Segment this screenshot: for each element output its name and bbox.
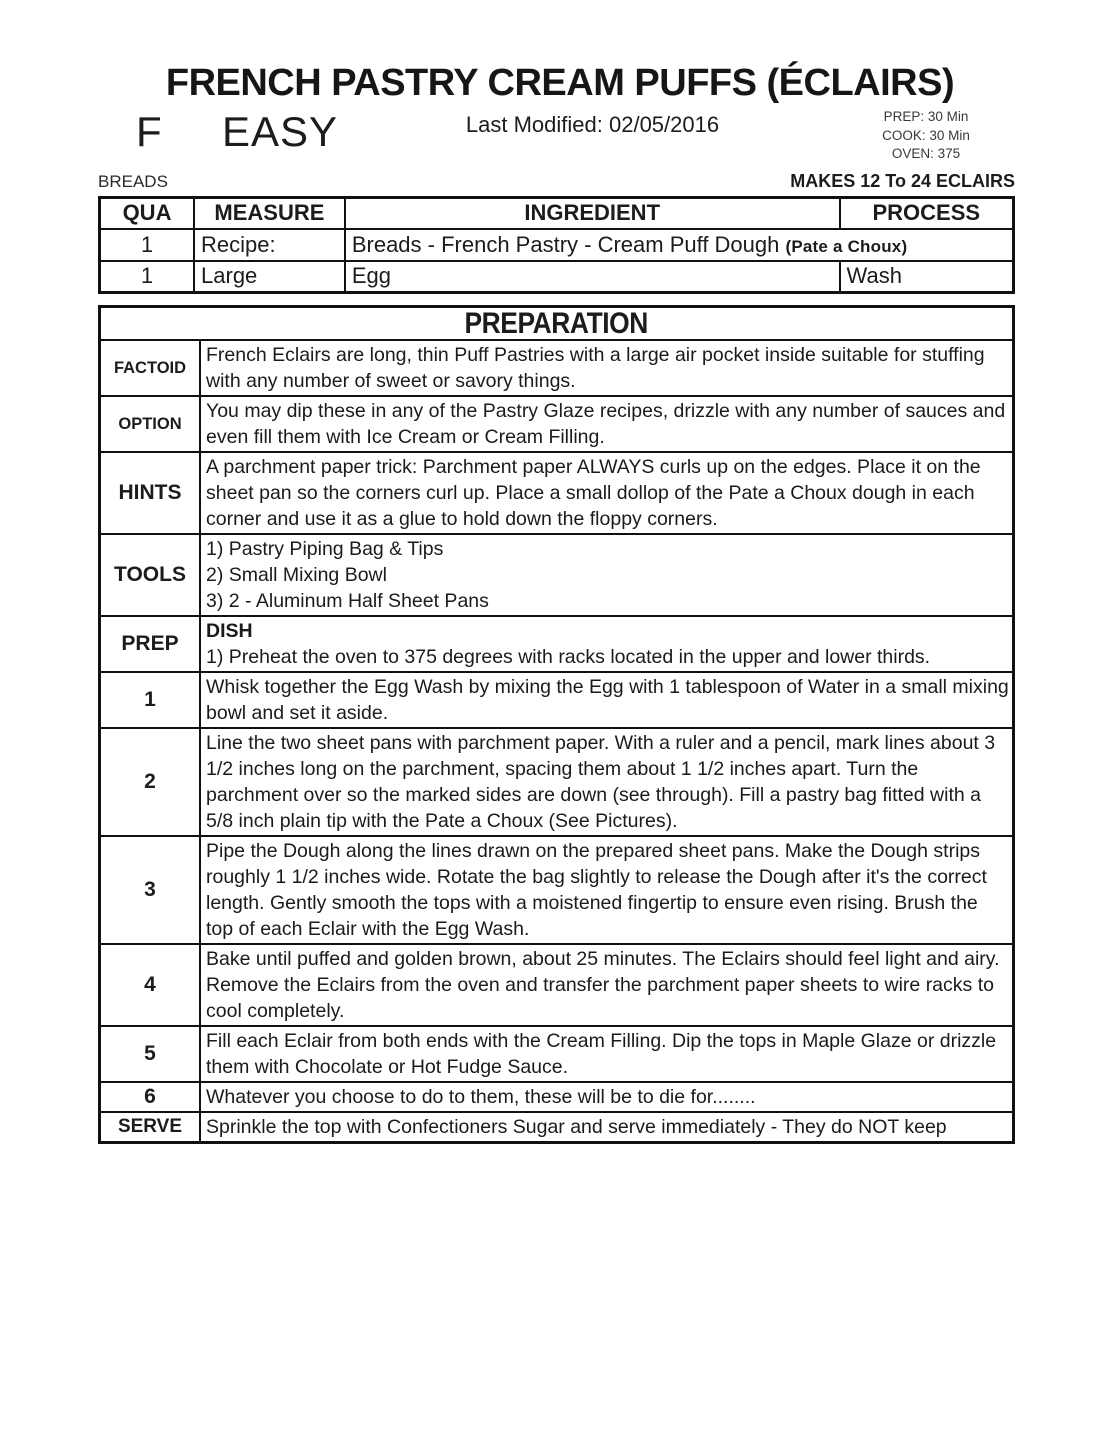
prep-row-text (201, 397, 1012, 451)
prep-row-label: FACTOID (101, 341, 201, 395)
last-modified-label: Last Modified: 02/05/2016 (465, 112, 720, 137)
prep-row-option (101, 397, 1012, 453)
step-number: 1 (101, 673, 201, 727)
column-header-qua: QUA (100, 198, 195, 229)
prep-row-text-line: French Eclairs are long, thin Puff Pastries with a large air pocket inside suitable for stuffing with any number of sweet or savory things. (206, 344, 985, 392)
prep-time-label: PREP: 30 Min (883, 109, 969, 124)
step-text-line: Line the two sheet pans with parchment paper. With a ruler and a pencil, mark lines about 3 1/2 inches long on the parchment, spacing them about 1 1/2 inches apart. Turn the parchment over so the marked sides are down (see through). Fill a pastry bag fitted with a 5/8 inch plain tip with the Pate a Choux (See Pictures). (206, 732, 996, 832)
prep-row-text-line: Sprinkle the top with Confectioners Sugar and serve immediately - They do NOT keep (206, 1116, 947, 1138)
ingredient-name (345, 229, 1014, 261)
ingredient-measure: Recipe: (194, 229, 345, 261)
ingredient-name-text: Breads - French Pastry - Cream Puff Dough (351, 231, 780, 257)
prep-row-label: PREP (101, 617, 201, 671)
step-text-line: Whatever you choose to do to them, these will be to die for........ (206, 1086, 756, 1108)
ingredients-header-row (100, 198, 1014, 229)
prep-row-label: SERVE (101, 1113, 201, 1141)
tool-item: 2) Small Mixing Bowl (206, 564, 387, 586)
preparation-header (101, 308, 1012, 341)
step-number: 6 (101, 1083, 201, 1111)
prep-row-hints (101, 453, 1012, 535)
step-text (201, 729, 1012, 835)
column-header-ingredient: INGREDIENT (345, 198, 840, 229)
step-text (201, 1027, 1012, 1081)
dish-subheading: DISH (206, 620, 253, 642)
difficulty-label: EASY (222, 108, 339, 155)
prep-row-step-1 (101, 673, 1012, 729)
timing-block (870, 108, 982, 164)
yield-label: MAKES 12 To 24 ECLAIRS (790, 171, 1015, 191)
column-header-process: PROCESS (840, 198, 1014, 229)
prep-row-text-line: 1) Preheat the oven to 375 degrees with racks located in the upper and lower thirds. (206, 646, 931, 668)
prep-row-label: TOOLS (101, 535, 201, 615)
step-text-line: Fill each Eclair from both ends with the Cream Filling. Dip the tops in Maple Glaze or drizzle them with Chocolate or Hot Fudge Sauce. (206, 1030, 997, 1078)
step-number: 4 (101, 945, 201, 1025)
step-number: 2 (101, 729, 201, 835)
ingredient-measure: Large (194, 261, 345, 293)
prep-row-step-5 (101, 1027, 1012, 1083)
ingredient-process: Wash (840, 261, 1014, 293)
cook-time-label: COOK: 30 Min (882, 127, 970, 143)
prep-row-prep (101, 617, 1012, 673)
step-text (201, 837, 1012, 943)
prep-row-step-3 (101, 837, 1012, 945)
category-label: BREADS (98, 172, 168, 191)
column-header-measure: MEASURE (194, 198, 345, 229)
step-number: 3 (101, 837, 201, 943)
step-number: 5 (101, 1027, 201, 1081)
ingredient-qty: 1 (100, 261, 195, 293)
prep-row-step-6 (101, 1083, 1012, 1113)
prep-row-step-2 (101, 729, 1012, 837)
step-text-line: Pipe the Dough along the lines drawn on the prepared sheet pans. Make the Dough strips roughly 1 1/2 inches wide. Rotate the bag slightly to release the Dough after it's the correct length. Gently smooth the tops with a moistened fingertip to ensure even rising. Brush the top of each Eclair with the Egg Wash. (206, 840, 987, 940)
prep-row-text (201, 535, 1012, 615)
preparation-title: PREPARATION (464, 306, 649, 340)
prep-row-tools (101, 535, 1012, 617)
ingredients-table (98, 196, 1015, 294)
preparation-table (98, 305, 1015, 1144)
ingredient-name: Egg (345, 261, 840, 293)
prep-row-label: OPTION (101, 397, 201, 451)
recipe-title: FRENCH PASTRY CREAM PUFFS (ÉCLAIRS) (165, 62, 955, 104)
prep-row-text (201, 453, 1012, 533)
prep-row-text-line: You may dip these in any of the Pastry Glaze recipes, drizzle with any number of sauces and even fill them with Ice Cream or Cream Filling. (206, 400, 1006, 448)
step-text-line: Whisk together the Egg Wash by mixing the Egg with 1 tablespoon of Water in a small mixing bowl and set it aside. (206, 676, 1009, 724)
recipe-index-letter: F (136, 108, 162, 155)
prep-row-text-line: A parchment paper trick: Parchment paper ALWAYS curls up on the edges. Place it on the sheet pan so the corners curl up. Place a small dollop of the Pate a Choux dough in each corner and use it as a glue to hold down the floppy corners. (206, 456, 981, 530)
step-text (201, 1083, 1012, 1111)
prep-row-text (201, 617, 1012, 671)
step-text (201, 945, 1012, 1025)
ingredient-name-note: (Pate a Choux) (785, 236, 908, 256)
prep-row-step-4 (101, 945, 1012, 1027)
tool-item: 1) Pastry Piping Bag & Tips (206, 538, 444, 560)
prep-row-serve (101, 1113, 1012, 1141)
tool-item: 3) 2 - Aluminum Half Sheet Pans (206, 590, 489, 612)
prep-row-text (201, 341, 1012, 395)
oven-temp-label: OVEN: 375 (891, 146, 961, 161)
step-text-line: Bake until puffed and golden brown, about 25 minutes. The Eclairs should feel light and airy. Remove the Eclairs from the oven and transfer the parchment paper sheets to wire racks to cool completely. (206, 948, 1000, 1022)
prep-row-text (201, 1113, 1012, 1141)
ingredient-row (100, 261, 1014, 293)
prep-row-label: HINTS (101, 453, 201, 533)
step-text (201, 673, 1012, 727)
ingredient-qty: 1 (100, 229, 195, 261)
prep-row-factoid (101, 341, 1012, 397)
category-yield-row (98, 171, 1015, 192)
ingredient-row (100, 229, 1014, 261)
